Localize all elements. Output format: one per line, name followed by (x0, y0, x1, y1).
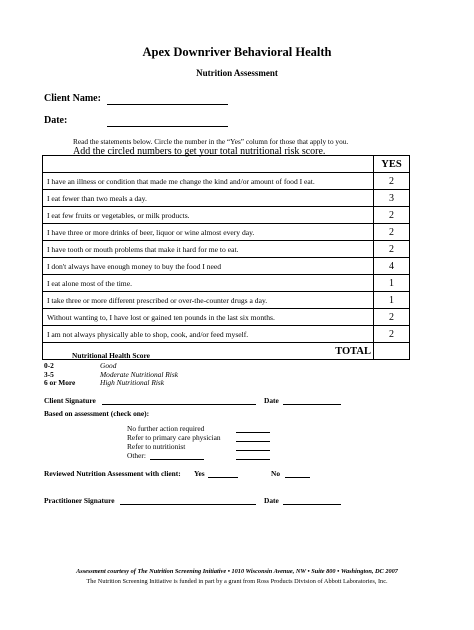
client-signature-field[interactable] (102, 404, 256, 405)
score-desc: High Nutritional Risk (100, 378, 165, 387)
question-text: I am not always physically able to shop, cook, and/or feed myself. (43, 326, 374, 343)
client-name-label: Client Name: (44, 93, 101, 104)
reviewed-label: Reviewed Nutrition Assessment with client: (44, 469, 181, 478)
practitioner-signature-field[interactable] (120, 504, 256, 505)
date-field[interactable] (107, 126, 228, 127)
footer-courtesy: Assessment courtesy of The Nutrition Screening Initiative • 1010 Wisconsin Avenue, NW • Suite 800 • Washington, DC 2007 (76, 568, 398, 575)
org-title: Apex Downriver Behavioral Health (142, 45, 332, 59)
client-signature-label: Client Signature (44, 396, 96, 405)
table-row (43, 326, 410, 343)
yes-score[interactable]: 2 (374, 241, 410, 258)
question-text: Without wanting to, I have lost or gained ten pounds in the last six months. (43, 309, 374, 326)
date-label: Date: (44, 115, 68, 126)
practitioner-date-field[interactable] (283, 504, 341, 505)
practitioner-signature-label: Practitioner Signature (44, 496, 115, 505)
question-text: I have tooth or mouth problems that make it hard for me to eat. (43, 241, 374, 258)
table-row (43, 292, 410, 309)
option-refer-nutritionist: Refer to nutritionist (127, 442, 186, 451)
yes-column-header: YES (374, 156, 410, 173)
checkline-refer-physician[interactable] (236, 441, 270, 442)
checkline-no-action[interactable] (236, 432, 270, 433)
table-row (43, 309, 410, 326)
reviewed-yes-label: Yes (194, 469, 205, 478)
score-range: 6 or More (44, 378, 76, 387)
score-range: 0-2 (44, 361, 54, 370)
option-no-action: No further action required (127, 424, 205, 433)
assessment-label: Based on assessment (check one): (44, 409, 150, 418)
score-desc: Moderate Nutritional Risk (100, 369, 179, 379)
practitioner-date-label: Date (264, 496, 279, 505)
score-desc: Good (100, 361, 117, 370)
table-row (43, 207, 410, 224)
question-text: I have an illness or condition that made me change the kind and/or amount of food I eat. (43, 173, 374, 190)
question-text: I eat fewer than two meals a day. (43, 190, 374, 207)
question-text: I eat alone most of the time. (43, 275, 374, 292)
question-text: I have three or more drinks of beer, liquor or wine almost every day. (43, 224, 374, 241)
reviewed-yes-field[interactable] (208, 477, 238, 478)
form-title: Nutrition Assessment (196, 68, 278, 78)
reviewed-no-label: No (271, 469, 281, 478)
question-text: I don't always have enough money to buy the food I need (43, 258, 374, 275)
question-text: I take three or more different prescribed or over-the-counter drugs a day. (43, 292, 374, 309)
yes-score[interactable]: 2 (374, 224, 410, 241)
checkline-refer-nutritionist[interactable] (236, 450, 270, 451)
yes-score[interactable]: 2 (374, 326, 410, 343)
yes-score[interactable]: 2 (374, 207, 410, 224)
question-text: I eat few fruits or vegetables, or milk products. (43, 207, 374, 224)
yes-score[interactable]: 2 (374, 309, 410, 326)
table-row (43, 275, 410, 292)
score-key-title: Nutritional Health Score (72, 351, 150, 360)
checkline-other[interactable] (236, 459, 270, 460)
signature-date-field[interactable] (283, 404, 341, 405)
yes-score[interactable]: 2 (374, 173, 410, 190)
table-row (43, 190, 410, 207)
reviewed-no-field[interactable] (285, 477, 310, 478)
total-label: TOTAL (43, 343, 374, 360)
table-row (43, 224, 410, 241)
yes-score[interactable]: 3 (374, 190, 410, 207)
score-range: 3-5 (44, 369, 54, 379)
table-row (43, 258, 410, 275)
table-row (43, 241, 410, 258)
option-refer-physician: Refer to primary care physician (127, 433, 221, 442)
instructions-line-1: Read the statements below. Circle the number in the “Yes” column for those that apply to you. (73, 137, 349, 146)
yes-score[interactable]: 1 (374, 275, 410, 292)
footer-funding: The Nutrition Screening Initiative is funded in part by a grant from Ross Products Division of Abbott Laboratories, Inc. (86, 578, 388, 585)
table-header-row (43, 156, 410, 173)
instructions-line-2: Add the circled numbers to get your total nutritional risk score. (73, 146, 326, 157)
nutrition-risk-table (42, 155, 410, 360)
table-header-blank (43, 156, 374, 173)
yes-score[interactable]: 4 (374, 258, 410, 275)
table-row (43, 173, 410, 190)
signature-date-label: Date (264, 396, 279, 405)
client-name-field[interactable] (107, 104, 228, 105)
option-other: Other: (127, 451, 146, 460)
other-text-field[interactable] (150, 459, 204, 460)
total-field[interactable] (374, 343, 410, 360)
yes-score[interactable]: 1 (374, 292, 410, 309)
